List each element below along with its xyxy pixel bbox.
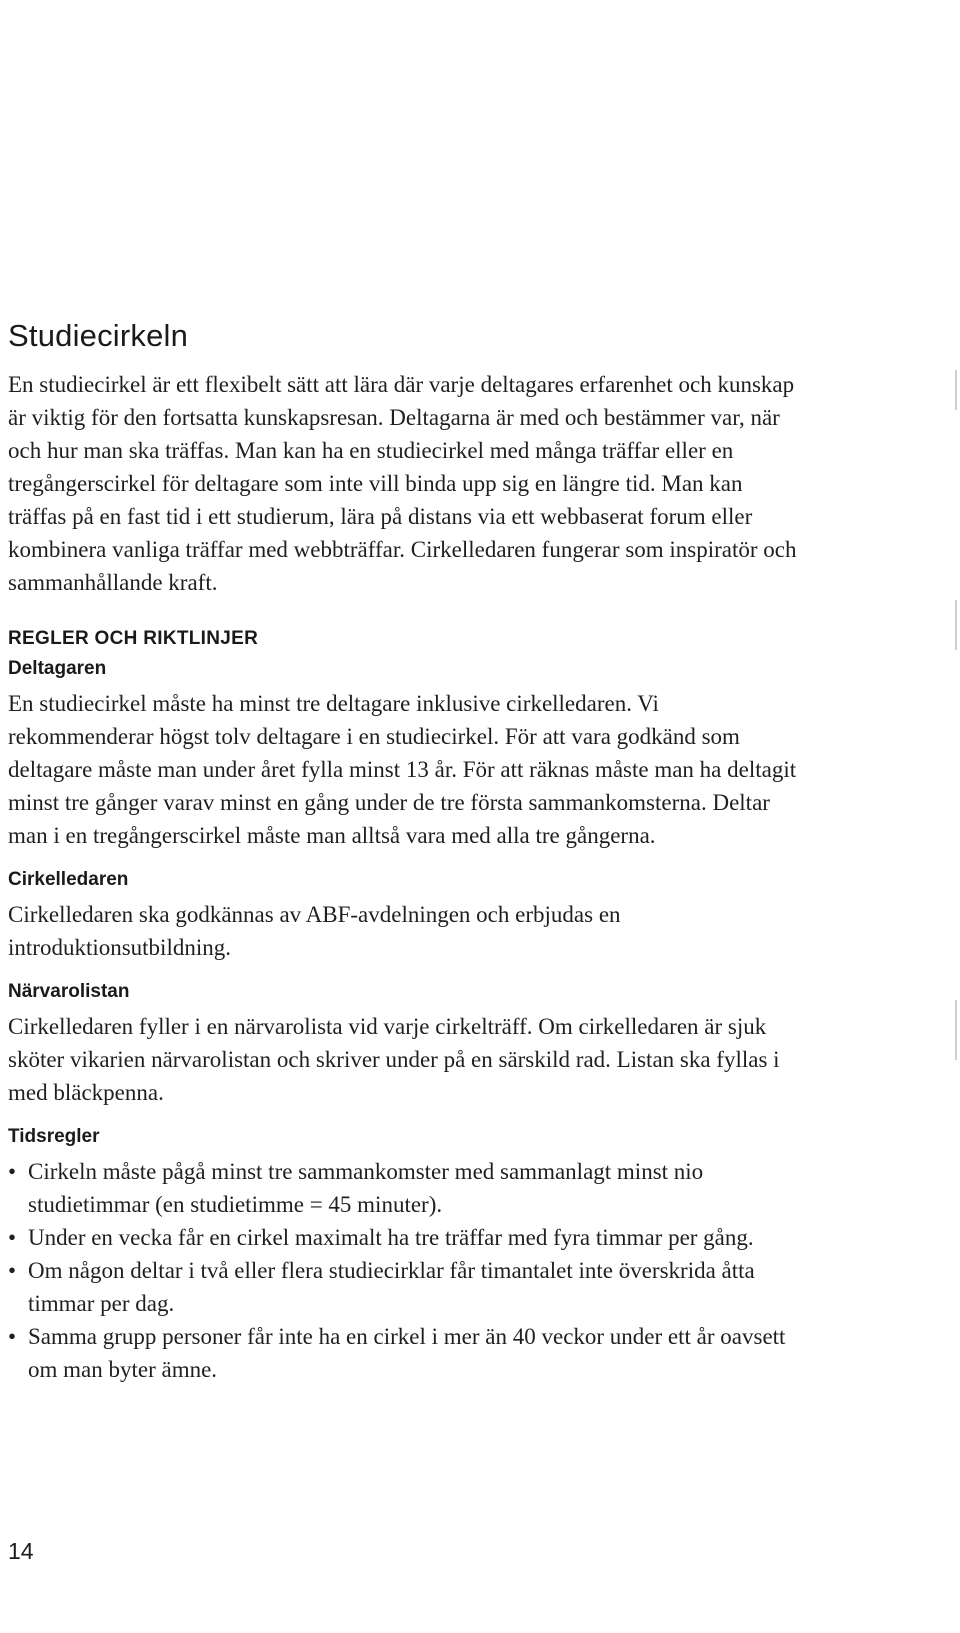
list-item <box>8 1221 798 1254</box>
cirkelledaren-section <box>8 868 798 964</box>
bullet-icon: • <box>8 1225 17 1250</box>
cirkelledaren-text: Cirkelledaren ska godkännas av ABF-avdelningen och erbjudas en introduktionsutbildning. <box>8 902 621 960</box>
narvarolistan-heading: Närvarolistan <box>8 981 130 1002</box>
deltagaren-heading: Deltagaren <box>8 658 107 679</box>
deltagaren-text: En studiecirkel måste ha minst tre deltagare inklusive cirkelledaren. Vi rekommenderar högst tolv deltagare i en studiecirkel. För att vara godkänd som deltagare måste man under året fylla minst 13 år. För att räknas måste man ha deltagit minst tre gånger varav minst en gång under de tre första sammankomsterna. Deltar man i en tregångerscirkel måste man alltså vara med alla tre gångerna. <box>8 691 797 848</box>
cirkelledaren-heading: Cirkelledaren <box>8 869 129 890</box>
deltagaren-section <box>8 657 798 852</box>
list-item-text: Under en vecka får en cirkel maximalt ha tre träffar med fyra timmar per gång. <box>28 1225 754 1250</box>
page-edge-line <box>955 370 957 410</box>
page-edge-line <box>955 1000 957 1060</box>
list-item <box>8 1320 798 1386</box>
list-item-text: Om någon deltar i två eller flera studiecirklar får timantalet inte överskrida åtta timmar per dag. <box>28 1258 755 1316</box>
section-heading-rules: REGLER OCH RIKTLINJER <box>8 628 259 649</box>
page-edge-line <box>955 600 957 650</box>
document-content <box>8 318 798 1402</box>
intro-paragraph: En studiecirkel är ett flexibelt sätt att lära där varje deltagares erfarenhet och kunskap är viktig för den fortsatta kunskapsresan. Deltagarna är med och bestämmer var, när och hur man ska träffas. Man kan ha en studiecirkel med många träffar eller en tregångerscirkel för deltagare som inte vill binda upp sig en längre tid. Man kan träffas på en fast tid i ett studierum, lära på distans via ett webbaserat forum eller kombinera vanliga träffar med webbträffar. Cirkelledaren fungerar som inspiratör och sammanhållande kraft. <box>8 372 797 595</box>
tidsregler-section <box>8 1125 798 1386</box>
page-number: 14 <box>8 1538 34 1564</box>
list-item <box>8 1254 798 1320</box>
bullet-icon: • <box>8 1159 17 1184</box>
tidsregler-heading: Tidsregler <box>8 1126 100 1147</box>
narvarolistan-section <box>8 980 798 1109</box>
bullet-icon: • <box>8 1258 17 1283</box>
list-item-text: Samma grupp personer får inte ha en cirkel i mer än 40 veckor under ett år oavsett om man byter ämne. <box>28 1324 786 1382</box>
page-title: Studiecirkeln <box>8 318 189 353</box>
list-item <box>8 1155 798 1221</box>
list-item-text: Cirkeln måste pågå minst tre sammankomster med sammanlagt minst nio studietimmar (en studietimme = 45 minuter). <box>28 1159 704 1217</box>
bullet-icon: • <box>8 1324 17 1349</box>
narvarolistan-text: Cirkelledaren fyller i en närvarolista vid varje cirkelträff. Om cirkelledaren är sjuk sköter vikarien närvarolistan och skriver under på en särskild rad. Listan ska fyllas i med bläckpenna. <box>8 1014 780 1105</box>
tidsregler-list <box>8 1155 798 1386</box>
